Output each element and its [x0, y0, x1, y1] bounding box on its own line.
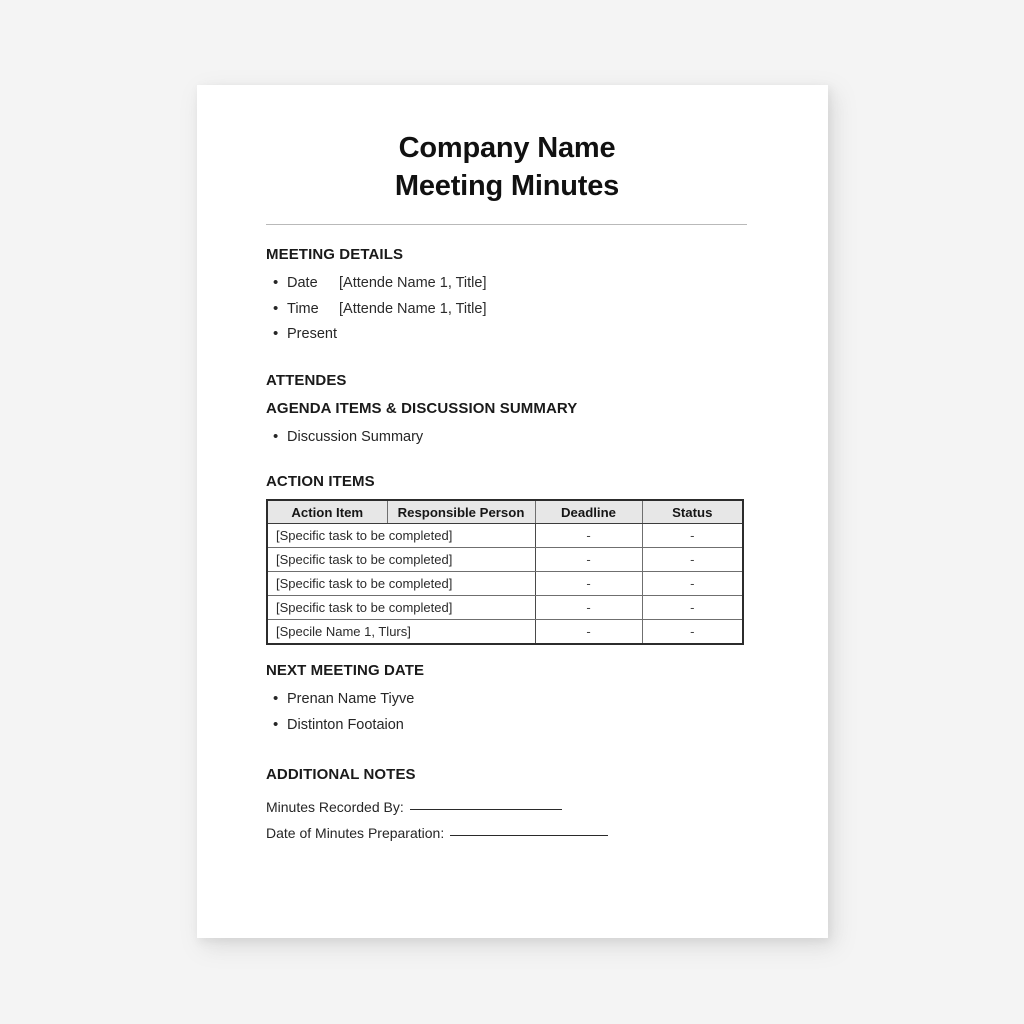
section-heading-action-items: ACTION ITEMS: [266, 473, 375, 490]
meeting-details-list: [266, 271, 748, 348]
section-heading-attendees: ATTENDES: [266, 371, 347, 389]
preparation-date-label: Date of Minutes Preparation:: [266, 825, 445, 841]
list-item: [266, 713, 748, 739]
next-meeting-item-label: Distinton Footaion: [287, 716, 404, 733]
cell-task: [Specific task to be completed]: [267, 548, 535, 572]
cell-deadline: -: [535, 572, 642, 596]
section-heading-agenda: AGENDA ITEMS & DISCUSSION SUMMARY: [266, 399, 578, 417]
list-item: [266, 271, 748, 297]
action-items-table-body: [267, 524, 743, 645]
minutes-recorded-by-field[interactable]: [410, 809, 562, 810]
column-header-status: Status: [642, 500, 743, 524]
next-meeting-item-label: Prenan Name Tiyve: [287, 691, 415, 707]
table-row: [267, 572, 743, 596]
section-heading-next-meeting-date: NEXT MEETING DATE: [266, 662, 425, 679]
cell-status: -: [642, 548, 743, 572]
cell-status: -: [642, 572, 743, 596]
minutes-recorded-by-label: Minutes Recorded By:: [266, 799, 404, 815]
preparation-date-row: [266, 820, 748, 846]
table-row: [267, 548, 743, 572]
column-header-action-item: Action Item: [267, 500, 387, 524]
cell-deadline: -: [535, 524, 642, 548]
next-meeting-list: [266, 687, 748, 738]
action-items-table: [266, 499, 744, 645]
table-row: [267, 596, 743, 620]
agenda-item-label: Discussion Summary: [287, 428, 424, 445]
meeting-detail-label: Present: [287, 326, 337, 342]
preparation-date-field[interactable]: [450, 835, 608, 836]
document-page: [197, 85, 828, 938]
section-heading-additional-notes: ADDITIONAL NOTES: [266, 766, 416, 783]
meeting-detail-value: [Attende Name 1, Title]: [339, 300, 487, 317]
cell-status: -: [642, 620, 743, 645]
company-name-title: Company Name: [398, 132, 616, 164]
cell-task: [Specile Name 1, Tlurs]: [267, 620, 535, 645]
cell-deadline: -: [535, 596, 642, 620]
section-heading-meeting-details: MEETING DETAILS: [266, 246, 404, 263]
table-row: [267, 620, 743, 645]
table-row: [267, 524, 743, 548]
cell-deadline: -: [535, 620, 642, 645]
table-header-row: [267, 500, 743, 524]
column-header-responsible-person: Responsible Person: [387, 500, 535, 524]
cell-task: [Specific task to be completed]: [267, 596, 535, 620]
agenda-list: [266, 425, 748, 451]
column-header-deadline: Deadline: [535, 500, 642, 524]
document-body: [266, 85, 748, 846]
page-title: Meeting Minutes: [394, 170, 620, 202]
list-item: [266, 425, 748, 451]
list-item: [266, 687, 748, 713]
list-item: [266, 297, 748, 323]
cell-status: -: [642, 596, 743, 620]
meeting-detail-value: [Attende Name 1, Title]: [339, 275, 487, 291]
cell-task: [Specific task to be completed]: [267, 524, 535, 548]
cell-status: -: [642, 524, 743, 548]
cell-task: [Specific task to be completed]: [267, 572, 535, 596]
meeting-detail-label: Date: [287, 275, 318, 291]
cell-deadline: -: [535, 548, 642, 572]
meeting-detail-label: Time: [287, 300, 319, 317]
minutes-recorded-by-row: [266, 794, 748, 820]
list-item: [266, 322, 748, 348]
